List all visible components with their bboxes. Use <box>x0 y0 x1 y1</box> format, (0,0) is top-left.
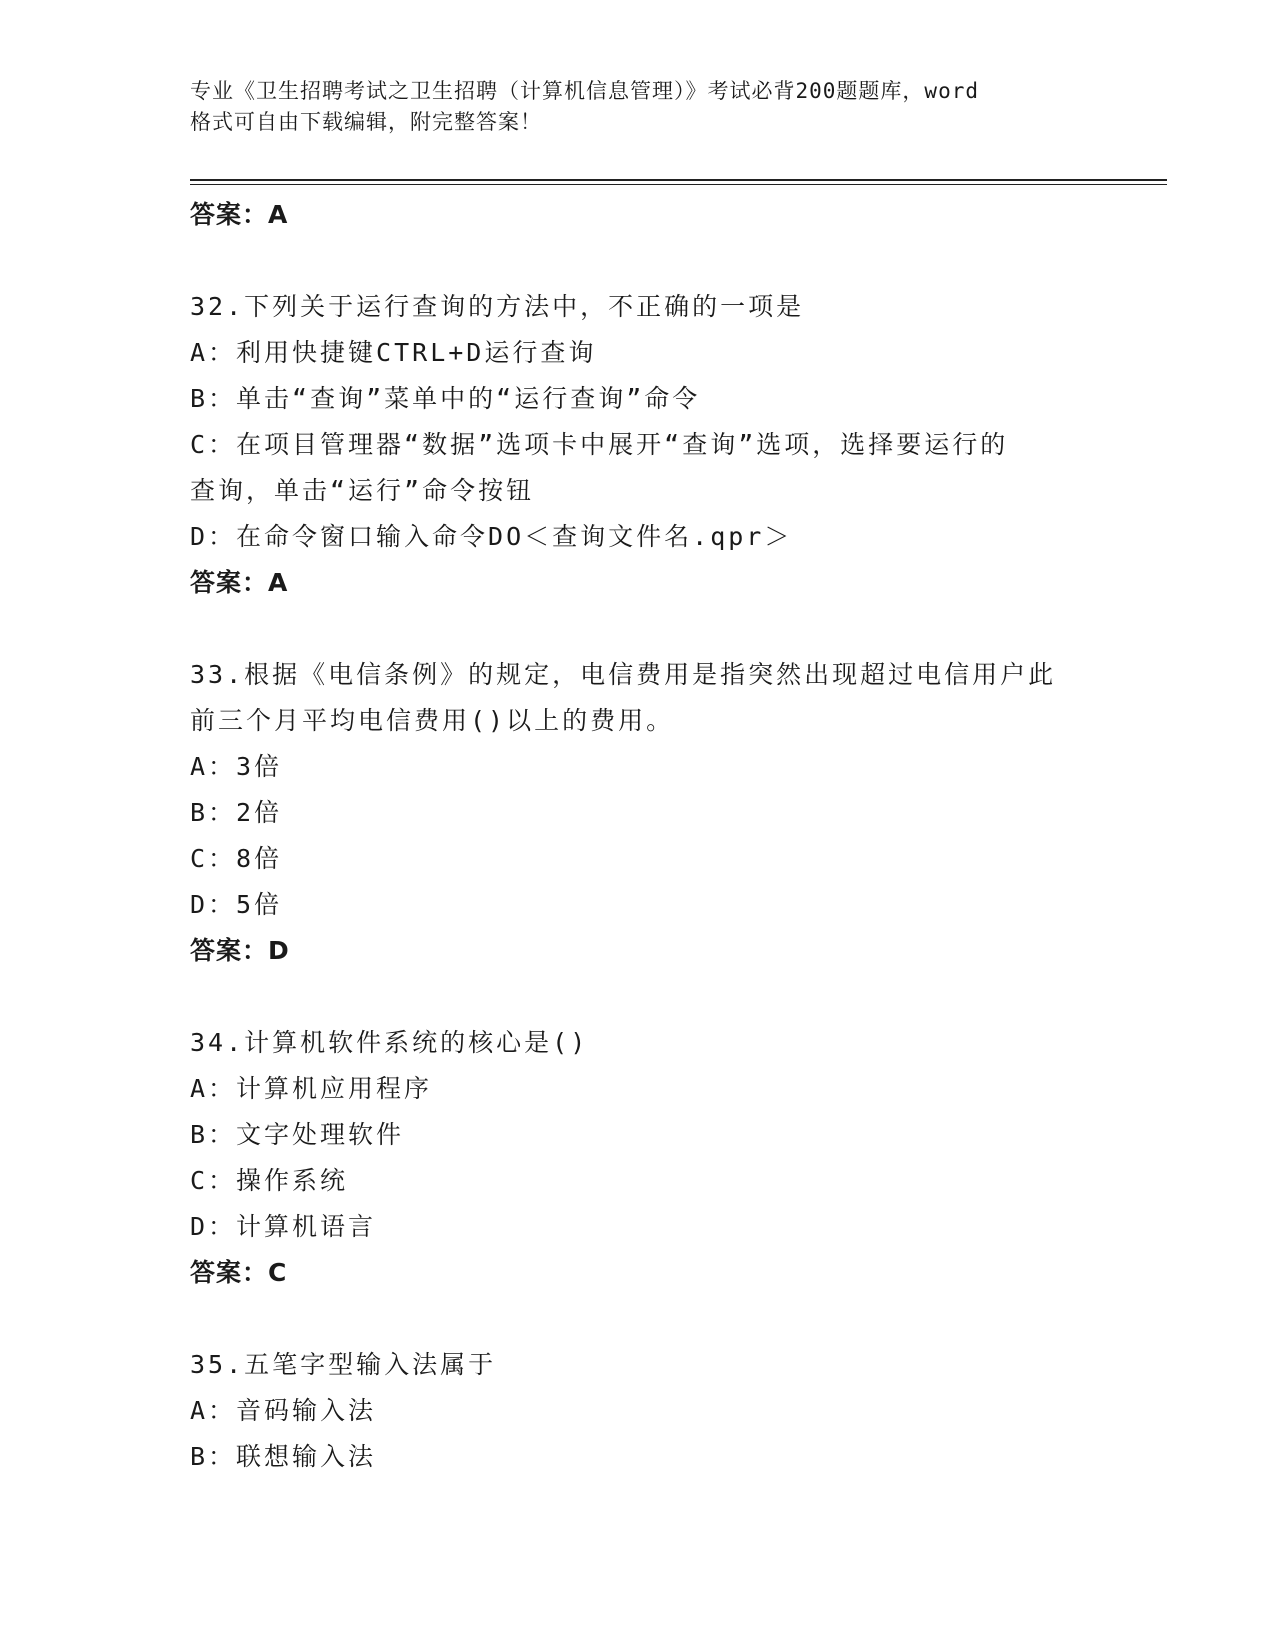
option-d: D：计算机语言 <box>190 1212 377 1241</box>
spacer <box>190 974 1090 1020</box>
option-c: C：在项目管理器“数据”选项卡中展开“查询”选项，选择要运行的 <box>190 430 1009 459</box>
document-body <box>190 192 1090 1480</box>
answer: 答案：D <box>190 936 290 965</box>
question-stem: 33.根据《电信条例》的规定，电信费用是指突然出现超过电信用户此 <box>190 660 1057 689</box>
option-a: A：音码输入法 <box>190 1396 377 1425</box>
option-b: B：文字处理软件 <box>190 1120 405 1149</box>
option-d: D：5倍 <box>190 890 283 919</box>
spacer <box>190 238 1090 284</box>
previous-answer: 答案：A <box>190 200 289 229</box>
question-stem: 34.计算机软件系统的核心是() <box>190 1028 589 1057</box>
question-block-35 <box>190 1342 1090 1480</box>
question-block-34 <box>190 1020 1090 1296</box>
header-line-2: 格式可自由下载编辑，附完整答案！ <box>190 110 542 134</box>
answer: 答案：A <box>190 568 289 597</box>
question-block-32 <box>190 284 1090 606</box>
option-d: D：在命令窗口输入命令DO＜查询文件名.qpr＞ <box>190 522 793 551</box>
option-a: A：3倍 <box>190 752 283 781</box>
option-b: B：2倍 <box>190 798 283 827</box>
answer: 答案：C <box>190 1258 288 1287</box>
question-stem: 32.下列关于运行查询的方法中，不正确的一项是 <box>190 292 805 321</box>
spacer <box>190 606 1090 652</box>
option-c: C：8倍 <box>190 844 283 873</box>
option-b: B：单击“查询”菜单中的“运行查询”命令 <box>190 384 701 413</box>
header-line-1: 专业《卫生招聘考试之卫生招聘（计算机信息管理）》考试必背200题题库，word <box>190 79 979 103</box>
option-b: B：联想输入法 <box>190 1442 377 1471</box>
option-a: A：计算机应用程序 <box>190 1074 433 1103</box>
option-a: A：利用快捷键CTRL+D运行查询 <box>190 338 597 367</box>
header-divider-thin <box>190 184 1167 185</box>
spacer <box>190 1296 1090 1342</box>
document-header <box>190 76 1090 138</box>
question-stem-continued: 前三个月平均电信费用()以上的费用。 <box>190 706 675 735</box>
option-c: C：操作系统 <box>190 1166 349 1195</box>
question-stem: 35.五笔字型输入法属于 <box>190 1350 497 1379</box>
header-divider-thick <box>190 179 1167 181</box>
option-c-continued: 查询，单击“运行”命令按钮 <box>190 476 535 505</box>
question-block-33 <box>190 652 1090 974</box>
